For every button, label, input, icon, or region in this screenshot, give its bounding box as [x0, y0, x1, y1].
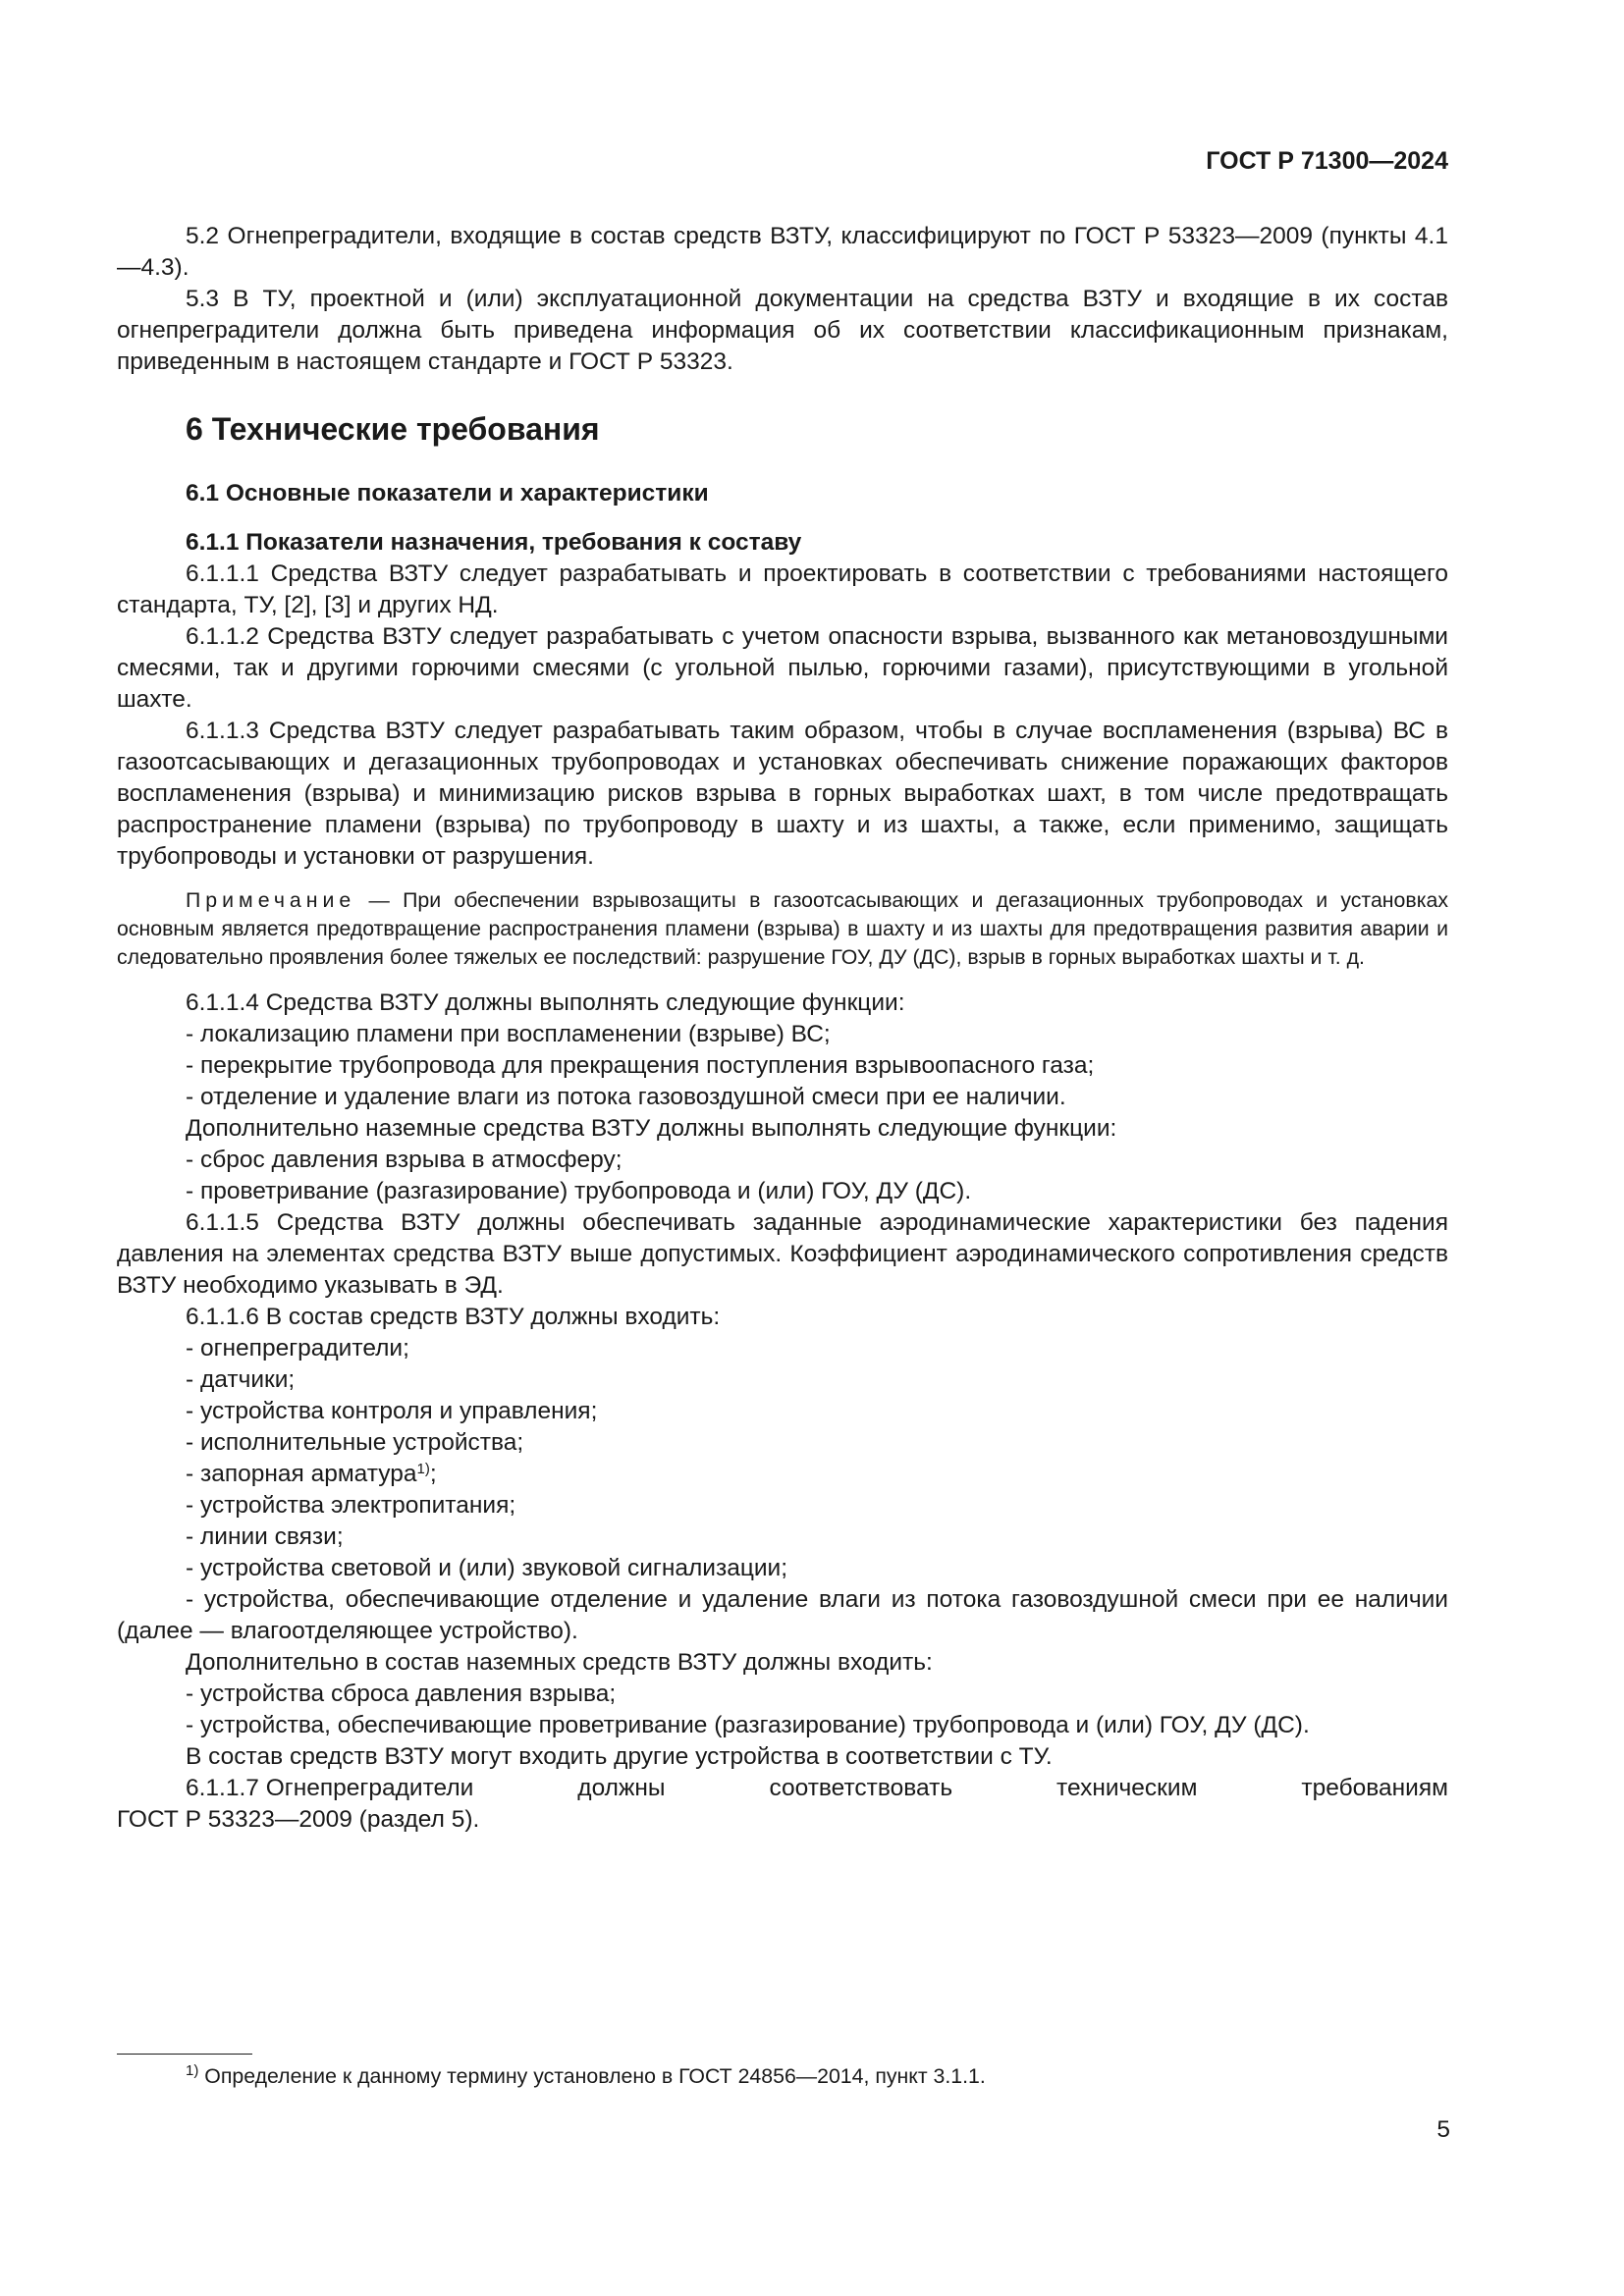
- list-item: - локализацию пламени при воспламенении (взрыве) ВС;: [186, 1021, 831, 1047]
- footnote-mark: 1): [186, 2062, 199, 2079]
- word: должны: [577, 1775, 666, 1801]
- paragraph-6-1-1-5: 6.1.1.5 Средства ВЗТУ должны обеспечивать заданные аэродинамические характеристики без падения давления на элементах средства ВЗТУ выше допустимых. Коэффициент аэродинамического сопротивления средств ВЗТУ необходимо указывать в ЭД.: [117, 1209, 1448, 1299]
- paragraph-6-1-1-6: 6.1.1.6 В состав средств ВЗТУ должны входить:: [186, 1304, 721, 1330]
- word: соответствовать: [769, 1775, 953, 1801]
- paragraph-5-2: 5.2 Огнепреградители, входящие в состав средств ВЗТУ, классифицируют по ГОСТ Р 53323—2009 (пункты 4.1—4.3).: [117, 223, 1448, 281]
- paragraph-5-3: 5.3 В ТУ, проектной и (или) эксплуатационной документации на средства ВЗТУ и входящие в их состав огнепреградители должна быть приведена информация об их соответствии классификационным признакам, приведенным в настоящем стандарте и ГОСТ Р 53323.: [117, 286, 1448, 375]
- paragraph-6-1-1-2: 6.1.1.2 Средства ВЗТУ следует разрабатывать с учетом опасности взрыва, вызванного как метановоздушными смесями, так и другими горючими смесями (с угольной пылью, горючими газами), присутствующими в угольной шахте.: [117, 623, 1448, 713]
- word: 6.1.1.7 Огнепреградители: [186, 1775, 474, 1801]
- list-item: - исполнительные устройства;: [186, 1429, 524, 1456]
- document-header: ГОСТ Р 71300—2024: [1206, 147, 1448, 175]
- paragraph-extra-components: Дополнительно в состав наземных средств ВЗТУ должны входить:: [186, 1649, 933, 1676]
- page-number: 5: [1436, 2116, 1450, 2143]
- footnote: [186, 2064, 986, 2089]
- section-6-heading: 6 Технические требования: [186, 411, 600, 447]
- list-item: - устройства электропитания;: [186, 1492, 516, 1519]
- list-item: - огнепреградители;: [186, 1335, 409, 1362]
- paragraph-6-1-1-1: 6.1.1.1 Средства ВЗТУ следует разрабатывать и проектировать в соответствии с требованиями настоящего стандарта, ТУ, [2], [3] и других НД.: [117, 561, 1448, 618]
- list-item-text: - запорная арматура: [186, 1461, 417, 1487]
- word: техническим: [1056, 1775, 1198, 1801]
- list-item: - датчики;: [186, 1366, 296, 1393]
- paragraph-6-1-1-7-line2: ГОСТ Р 53323—2009 (раздел 5).: [117, 1806, 480, 1833]
- list-item: - устройства сброса давления взрыва;: [186, 1681, 617, 1707]
- paragraph-6-1-1-4: 6.1.1.4 Средства ВЗТУ должны выполнять следующие функции:: [186, 989, 905, 1016]
- note-label: Примечание: [186, 888, 356, 912]
- list-item-long: - устройства, обеспечивающие отделение и удаление влаги из потока газовоздушной смеси при ее наличии (далее — влагоотделяющее устройство).: [117, 1586, 1448, 1644]
- note-text: — При обеспечении взрывозащиты в газоотсасывающих и дегазационных трубопроводах и установках основным является предотвращение распространения пламени (взрыва) в шахту и из шахты для предотвращения развития аварии и следовательно проявления более тяжелых ее последствий: разрушение ГОУ, ДУ (ДС), взрыв в горных выработках шахты и т. д.: [117, 888, 1448, 969]
- paragraph-6-1-1-3: 6.1.1.3 Средства ВЗТУ следует разрабатывать таким образом, чтобы в случае воспламенения (взрыва) ВС в газоотсасывающих и дегазационных трубопроводах и установках обеспечивать снижение поражающих факторов воспламенения (взрыва) и минимизацию рисков взрыва в горных выработках шахт, в том числе предотвращать распространение пламени (взрыва) по трубопроводу в шахту и из шахты, а также, если применимо, защищать трубопроводы и установки от разрушения.: [117, 718, 1448, 870]
- section-6-1-1-heading: 6.1.1 Показатели назначения, требования к составу: [186, 529, 802, 556]
- paragraph-6-1-1-7-line1: [186, 1773, 1448, 1804]
- section-6-1-heading: 6.1 Основные показатели и характеристики: [186, 480, 709, 507]
- list-item-tail: ;: [429, 1461, 437, 1487]
- paragraph-other-devices: В состав средств ВЗТУ могут входить другие устройства в соответствии с ТУ.: [186, 1743, 1053, 1770]
- paragraph-extra-functions: Дополнительно наземные средства ВЗТУ должны выполнять следующие функции:: [186, 1115, 1117, 1142]
- list-item-with-footnote: [186, 1459, 1448, 1490]
- list-item: - устройства световой и (или) звуковой сигнализации;: [186, 1555, 788, 1581]
- word: требованиям: [1301, 1775, 1448, 1801]
- list-item: - отделение и удаление влаги из потока газовоздушной смеси при ее наличии.: [186, 1084, 1066, 1110]
- list-item: - устройства контроля и управления;: [186, 1398, 598, 1424]
- list-item: - линии связи;: [186, 1523, 344, 1550]
- page-body: [117, 221, 1448, 1836]
- list-item: - проветривание (разгазирование) трубопровода и (или) ГОУ, ДУ (ДС).: [186, 1178, 972, 1204]
- footnote-text: Определение к данному термину установлено в ГОСТ 24856—2014, пункт 3.1.1.: [198, 2064, 986, 2088]
- note-block: [117, 886, 1448, 972]
- list-item-long: - устройства, обеспечивающие проветривание (разгазирование) трубопровода и (или) ГОУ, ДУ (ДС).: [186, 1712, 1310, 1738]
- list-item: - перекрытие трубопровода для прекращения поступления взрывоопасного газа;: [186, 1052, 1095, 1079]
- list-item: - сброс давления взрыва в атмосферу;: [186, 1147, 623, 1173]
- footnote-reference[interactable]: 1): [416, 1461, 430, 1477]
- footnote-divider: [117, 2054, 252, 2055]
